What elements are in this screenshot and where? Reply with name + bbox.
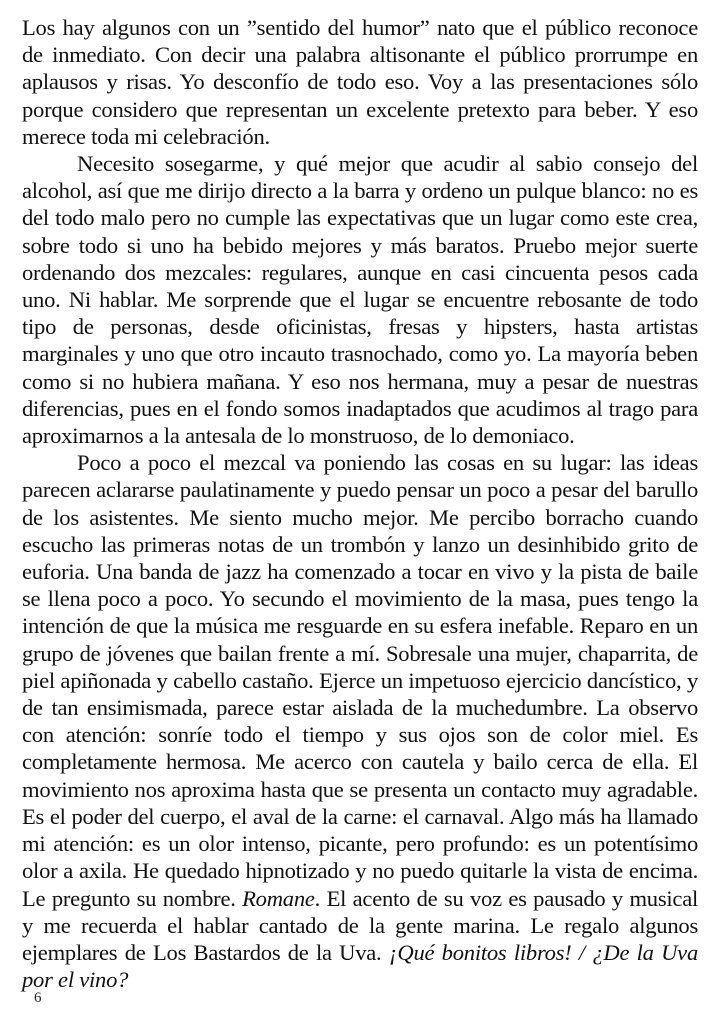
- body-text-block: [22, 14, 698, 993]
- paragraph-3-run-2-roman: . El acento de su voz es pausado y musical y me recuerda el hablar cantado de la gente marina. Le regalo algunos ejemplares de Los Bastardos de la Uva.: [22, 885, 698, 965]
- paragraph-1-run-0-roman: Los hay algunos con un ”sentido del humor” nato que el público reconoce de inmediato. Con decir una palabra altisonante el público prorrumpe en aplausos y risas. Yo desconfío de todo eso. Voy a las presentaciones sólo porque considero que representan un excelente pretexto para beber. Y eso merece toda mi celebración.: [22, 15, 698, 149]
- paragraph-2-run-0-roman: Necesito sosegarme, y qué mejor que acudir al sabio consejo del alcohol, así que me dirijo directo a la barra y ordeno un pulque blanco: no es del todo malo pero no cumple las expectativas que un lugar como este crea, sobre todo si uno ha bebido mejores y más baratos. Pruebo mejor suerte ordenando dos mezcales: regulares, aunque en casi cincuenta pesos cada uno. Ni hablar. Me sorprende que el lugar se encuentre rebosante de todo tipo de personas, desde oficinistas, fresas y hipsters, hasta artistas marginales y uno que otro incauto trasnochado, como yo. La mayoría beben como si no hubiera mañana. Y eso nos hermana, muy a pesar de nuestras diferencias, pues en el fondo somos inadaptados que acudimos al trago para aproximarnos a la antesala de lo monstruoso, de lo demoniaco.: [22, 151, 698, 449]
- paragraph-3-run-0-roman: Poco a poco el mezcal va poniendo las cosas en su lugar: las ideas parecen aclararse paulatinamente y puedo pensar un poco a pesar del barullo de los asistentes. Me siento mucho mejor. Me percibo borracho cuando escucho las primeras notas de un trombón y lanzo un desinhibido grito de euforia. Una banda de jazz ha comenzado a tocar en vivo y la pista de baile se llena poco a poco. Yo secundo el movimiento de la masa, pues tengo la intención de que la música me resguarde en su esfera inefable. Reparo en un grupo de jóvenes que bailan frente a mí. Sobresale una mujer, chaparrita, de piel apiñonada y cabello castaño. Ejerce un impetuoso ejercicio dancístico, y de tan ensimismada, parece estar aislada de la muchedumbre. La observo con atención: sonríe todo el tiempo y sus ojos son de color miel. Es completamente hermosa. Me acerco con cautela y bailo cerca de ella. El movimiento nos aproxima hasta que se presenta un contacto muy agradable. Es el poder del cuerpo, el aval de la carne: el carnaval. Algo más ha llamado mi atención: es un olor intenso, picante, pero profundo: es un potentísimo olor a axila. He quedado hipnotizado y no puedo quitarle la vista de encima. Le pregunto su nombre.: [22, 450, 698, 911]
- paragraph-1: [22, 14, 698, 150]
- paragraph-3-run-1-italic: Romane: [242, 885, 315, 911]
- paragraph-3-run-3-italic: ¡Qué bonitos libros! / ¿De la Uva por el vino?: [22, 939, 698, 993]
- page-number: 6: [34, 990, 42, 1006]
- paragraph-3: [22, 449, 698, 993]
- paragraph-2: [22, 150, 698, 449]
